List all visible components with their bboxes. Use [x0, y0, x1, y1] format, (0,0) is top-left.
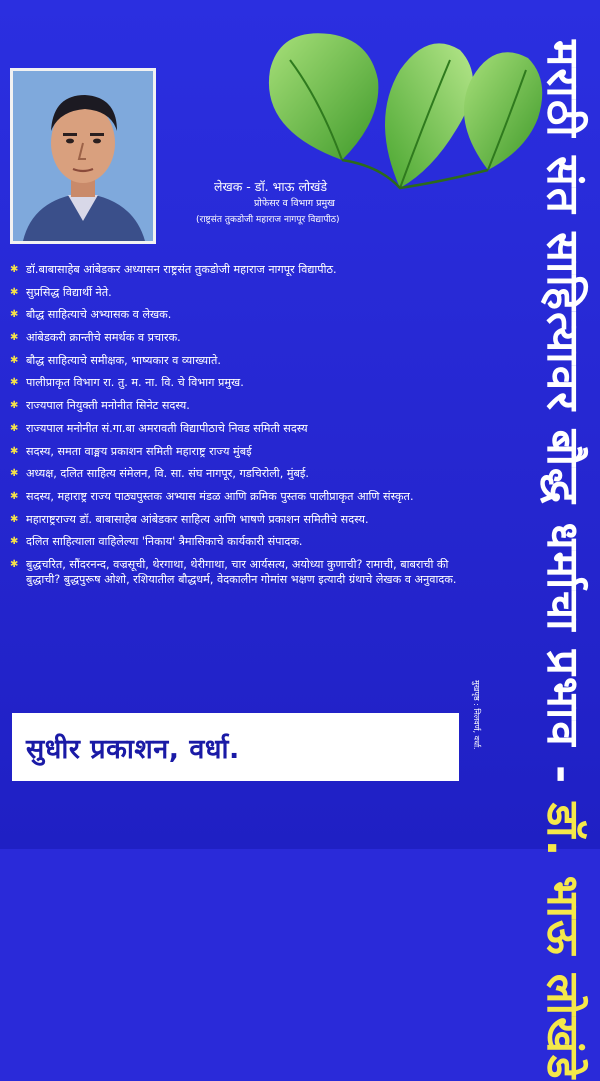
portrait-illustration — [13, 71, 153, 241]
title-author-name: डॉ. भाऊ लोखंडे — [537, 802, 588, 1081]
star-bullet-icon: ✱ — [10, 422, 19, 434]
star-bullet-icon: ✱ — [10, 332, 19, 344]
list-item — [10, 444, 470, 459]
list-item — [10, 262, 470, 277]
list-item — [10, 421, 470, 436]
star-bullet-icon: ✱ — [10, 377, 19, 389]
star-bullet-icon: ✱ — [10, 536, 19, 548]
author-name-line: लेखक - डॉ. भाऊ लोखंडे — [214, 179, 328, 194]
list-item-text: डॉ.बाबासाहेब आंबेडकर अध्यासन राष्ट्रसंत तुकडोजी महाराज नागपूर विद्यापीठ. — [26, 263, 337, 276]
list-item-text: दलित साहित्याला वाहिलेल्या 'निकाय' त्रैमासिकाचे कार्यकारी संपादक. — [26, 535, 303, 549]
vertical-title-text — [535, 40, 595, 1081]
list-item-text: सुप्रसिद्ध विद्यार्थी नेते. — [26, 285, 112, 299]
cover-credit — [468, 680, 486, 790]
star-bullet-icon: ✱ — [10, 309, 19, 321]
cover-credit-text: मुखपृष्ठ : निलवर्ण, वर्धा. — [472, 680, 481, 750]
list-item — [10, 398, 470, 413]
star-bullet-icon: ✱ — [10, 264, 19, 275]
list-item-text: राज्यपाल मनोनीत सं.गा.बा अमरावती विद्यापीठाचे निवड समिती सदस्य — [26, 421, 308, 435]
star-bullet-icon: ✱ — [10, 513, 19, 525]
author-achievements-list — [10, 262, 470, 595]
list-item-text: आंबेडकरी क्रान्तीचे समर्थक व प्रचारक. — [26, 331, 181, 345]
list-item — [10, 353, 470, 368]
star-bullet-icon: ✱ — [10, 354, 19, 366]
vertical-title — [505, 40, 595, 1081]
list-item — [10, 557, 470, 587]
list-item — [10, 512, 470, 527]
list-item-text: पालीप्राकृत विभाग रा. तु. म. ना. वि. चे विभाग प्रमुख. — [26, 376, 244, 390]
list-item-text: महाराष्ट्रराज्य डॉ. बाबासाहेब आंबेडकर साहित्य आणि भाषणे प्रकाशन समितीचे सदस्य. — [26, 512, 369, 526]
list-item-text: राज्यपाल नियुक्ती मनोनीत सिनेट सदस्य. — [26, 399, 190, 413]
list-item-text: सदस्य, समता वाङ्मय प्रकाशन समिती महाराष्ट्र राज्य मुंबई — [26, 444, 252, 458]
list-item — [10, 375, 470, 390]
list-item-text: बुद्धचरित, सौंदरनन्द, वज्रसूची, थेरगाथा, थेरीगाथा, चार आर्यसत्य, अयोध्या कुणाची? रामाची, बाबराची की बुद्धाची? बुद्धपुरूष ओशो, रशियातील बौद्धधर्म, वेदकालीन गोमांस भक्षण इत्यादी ग्रंथाचे लेखक व अनुवादक. — [26, 557, 457, 586]
star-bullet-icon: ✱ — [10, 490, 19, 502]
author-role: प्रोफेसर व विभाग प्रमुख — [254, 198, 335, 209]
star-bullet-icon: ✱ — [10, 286, 19, 298]
list-item-text: अध्यक्ष, दलित साहित्य संमेलन, वि. सा. संघ नागपूर, गडचिरोली, मुंबई. — [26, 467, 309, 481]
publisher-name: सुधीर प्रकाशन, वर्धा. — [26, 733, 240, 765]
list-item — [10, 307, 470, 322]
list-item — [10, 534, 470, 549]
list-item — [10, 330, 470, 345]
book-title: मराठी संत साहित्यावर बौद्ध धर्माचा प्रभाव — [537, 40, 588, 748]
star-bullet-icon: ✱ — [10, 468, 19, 480]
title-separator: - — [537, 747, 588, 803]
author-portrait — [10, 68, 156, 244]
author-university: (राष्ट्रसंत तुकडोजी महाराज नागपूर विद्यापीठ) — [196, 215, 340, 225]
list-item-text: सदस्य, महाराष्ट्र राज्य पाठ्यपुस्तक अभ्यास मंडळ आणि क्रमिक पुस्तक पालीप्राकृत आणि संस्कृत. — [26, 489, 414, 503]
list-item — [10, 489, 470, 504]
list-item — [10, 285, 470, 300]
list-item-text: बौद्ध साहित्याचे अभ्यासक व लेखक. — [26, 308, 172, 322]
list-item — [10, 466, 470, 481]
star-bullet-icon: ✱ — [10, 400, 19, 412]
star-bullet-icon: ✱ — [10, 558, 19, 570]
publisher-box — [12, 713, 459, 781]
list-item-text: बौद्ध साहित्याचे समीक्षक, भाष्यकार व व्याख्याते. — [26, 353, 221, 367]
star-bullet-icon: ✱ — [10, 445, 19, 457]
